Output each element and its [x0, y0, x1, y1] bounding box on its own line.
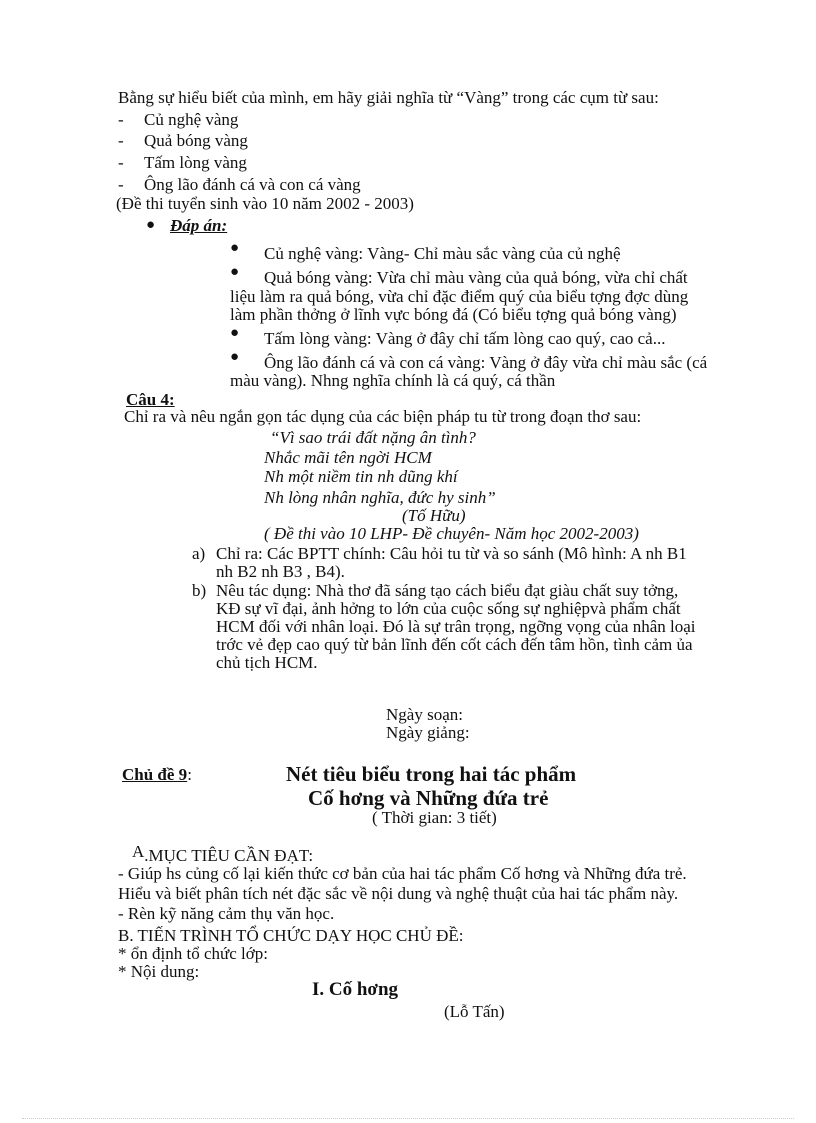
answer-b-line: chủ tịch HCM.: [216, 653, 318, 672]
topic-title-line1: Nét tiêu biểu trong hai tác phẩm: [286, 762, 577, 786]
bullet-icon: ●: [230, 264, 240, 280]
page-edge-rule: [22, 1118, 794, 1119]
list-item-text: Quả bóng vàng: [144, 131, 248, 150]
question-heading: Câu 4:: [126, 390, 175, 409]
answer-line: Tấm lòng vàng: Vàng ở đây chỉ tấm lòng cao quý, cao cả...: [264, 329, 666, 348]
teach-date: Ngày giảng:: [386, 723, 470, 742]
poem-source: ( Đề thi vào 10 LHP- Đề chuyên- Năm học 2002-2003): [264, 524, 639, 543]
bullet-icon: ●: [146, 217, 156, 233]
answer-line: Ông lão đánh cá và con cá vàng: Vàng ở đây vừa chỉ màu sắc (cá: [264, 353, 708, 372]
answer-line: Củ nghệ vàng: Vàng- Chỉ màu sắc vàng của củ nghệ: [264, 244, 621, 263]
process-line: * Nội dung:: [118, 962, 200, 981]
topic-title-line2: Cố hơng và Những đứa trẻ: [308, 786, 549, 810]
topic-label: [122, 765, 192, 785]
answer-b-line: HCM đối với nhân loại. Đó là sự trân trọng, ngỡng vọng của nhân loại: [216, 617, 696, 636]
answer-line: màu vàng). Nhng nghĩa chính là cá quý, cá thần: [230, 371, 556, 390]
section-title: I. Cố hơng: [312, 979, 399, 1000]
process-line: * ổn định tổ chức lớp:: [118, 944, 268, 963]
objectives-heading: [132, 842, 314, 866]
bullet-icon: ●: [230, 325, 240, 341]
answer-line: Quả bóng vàng: Vừa chỉ màu vàng của quả bóng, vừa chỉ chất: [264, 268, 688, 287]
dash-bullet: -: [118, 175, 124, 194]
topic-colon: :: [187, 765, 192, 784]
list-item: [118, 153, 247, 173]
answer-a-line: nh B2 nh B3 , B4).: [216, 562, 345, 581]
list-item-text: Ông lão đánh cá và con cá vàng: [144, 175, 361, 194]
poem-line: Nh lòng nhân nghĩa, đức hy sinh”: [264, 488, 496, 507]
answer-b-line: trớc vẻ đẹp cao quý từ bản lĩnh đến cốt cách đến tâm hồn, tình cảm ủa: [216, 635, 693, 654]
dash-bullet: -: [118, 153, 124, 172]
answer-b-line: Nêu tác dụng: Nhà thơ đã sáng tạo cách biểu đạt giàu chất suy tởng,: [216, 581, 679, 600]
objective-line: - Giúp hs củng cố lại kiến thức cơ bản của hai tác phẩm Cố hơng và Những đứa trẻ.: [118, 864, 687, 883]
dash-bullet: -: [118, 110, 124, 129]
prep-date: Ngày soạn:: [386, 705, 463, 724]
poem-line: Nhắc mãi tên ngời HCM: [264, 448, 432, 467]
answer-b-marker: b): [192, 581, 207, 600]
list-item-text: Tấm lòng vàng: [144, 153, 247, 172]
topic-time: ( Thời gian: 3 tiết): [372, 808, 497, 827]
list-item: [118, 175, 361, 195]
poem-line: “Vì sao trái đất nặng ân tình?: [270, 428, 476, 447]
dash-bullet: -: [118, 131, 124, 150]
objective-line: - Rèn kỹ năng cảm thụ văn học.: [118, 904, 335, 923]
answer-heading-text: Đáp án:: [170, 216, 228, 235]
poem-line: Nh một niềm tin nh dũng khí: [264, 467, 458, 486]
poem-author: (Tố Hữu): [402, 506, 466, 525]
list-item: [118, 110, 239, 130]
list-item: [118, 131, 248, 151]
question-text: Chỉ ra và nêu ngắn gọn tác dụng của các biện pháp tu từ trong đoạn thơ sau:: [124, 407, 642, 426]
objectives-letter: A: [132, 842, 145, 861]
answer-a-marker: a): [192, 544, 206, 563]
answer-line: làm phần thởng ở lĩnh vực bóng đá (Có biểu tợng quả bóng vàng): [230, 305, 677, 324]
bullet-icon: ●: [230, 240, 240, 256]
section-author: (Lỗ Tấn): [444, 1002, 505, 1021]
source-note: (Đề thi tuyển sinh vào 10 năm 2002 - 2003): [116, 194, 414, 213]
answer-line: liệu làm ra quả bóng, vừa chỉ đặc điểm quý của biểu tợng đợc dùng: [230, 287, 689, 306]
objectives-heading-text: .MỤC TIÊU CẦN ĐẠT:: [144, 846, 314, 865]
answer-a-line: Chỉ ra: Các BPTT chính: Câu hỏi tu từ và so sánh (Mô hình: A nh B1: [216, 544, 687, 563]
answer-b-line: KĐ sự vĩ đại, ảnh hởng to lớn của cuộc sống sự nghiệpvà phẩm chất: [216, 599, 681, 618]
objective-line: Hiểu và biết phân tích nét đặc sắc về nội dung và nghệ thuật của hai tác phẩm này.: [118, 884, 679, 903]
process-heading: B. TIẾN TRÌNH TỔ CHỨC DẠY HỌC CHỦ ĐỀ:: [118, 926, 464, 945]
topic-label-text: Chủ đề 9: [122, 765, 188, 784]
intro-line: Bằng sự hiểu biết của mình, em hãy giải nghĩa từ “Vàng” trong các cụm từ sau:: [118, 88, 659, 107]
bullet-icon: ●: [230, 349, 240, 365]
list-item-text: Củ nghệ vàng: [144, 110, 239, 129]
